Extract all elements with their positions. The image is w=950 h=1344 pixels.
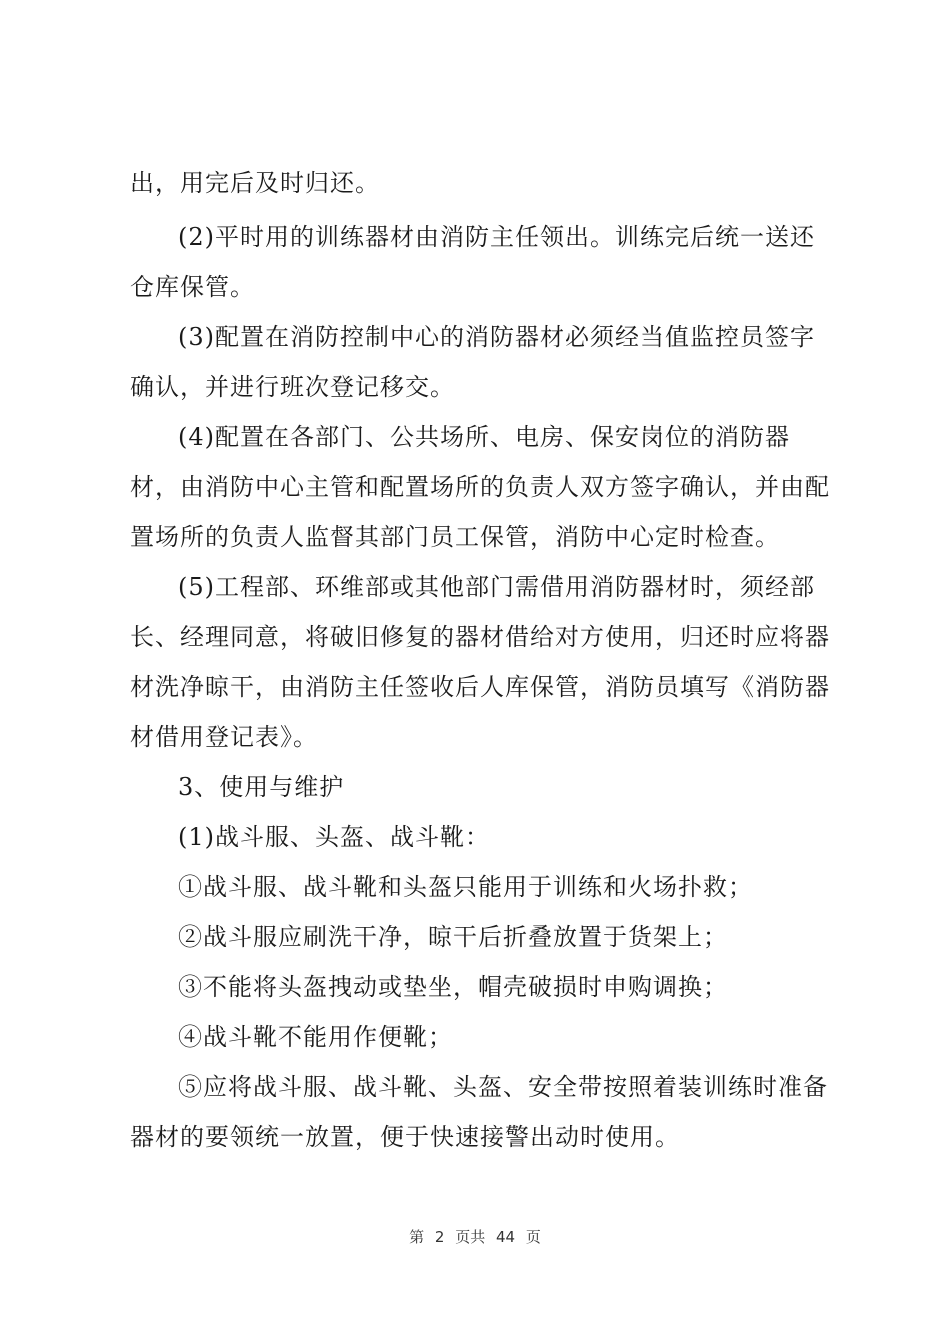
page-number-footer: 第 2 页共 44 页: [409, 1228, 541, 1246]
text-line: (1)战斗服、头盔、战斗靴：: [178, 823, 490, 851]
text-line: 器材的要领统一放置，便于快速接警出动时使用。: [130, 1123, 680, 1151]
text-line: (5)工程部、环维部或其他部门需借用消防器材时，须经部: [178, 573, 815, 601]
text-line: 材借用登记表》。: [130, 723, 318, 751]
text-line: 出，用完后及时归还。: [130, 169, 380, 197]
text-line: ③不能将头盔拽动或垫坐，帽壳破损时申购调换；: [178, 973, 728, 1001]
text-line: 确认，并进行班次登记移交。: [130, 373, 455, 401]
text-line: 材洗净晾干，由消防主任签收后人库保管，消防员填写《消防器: [130, 673, 830, 701]
text-line: 材，由消防中心主管和配置场所的负责人双方签字确认，并由配: [130, 473, 830, 501]
text-line: 仓库保管。: [130, 273, 255, 301]
text-line: ①战斗服、战斗靴和头盔只能用于训练和火场扑救；: [178, 873, 753, 901]
text-line: ④战斗靴不能用作便靴；: [178, 1023, 453, 1051]
text-line: 长、经理同意，将破旧修复的器材借给对方使用，归还时应将器: [130, 623, 830, 651]
section-heading: 3、使用与维护: [178, 773, 345, 801]
text-line: (4)配置在各部门、公共场所、电房、保安岗位的消防器: [178, 423, 790, 451]
text-line: 置场所的负责人监督其部门员工保管，消防中心定时检查。: [130, 523, 780, 551]
text-line: ②战斗服应刷洗干净，晾干后折叠放置于货架上；: [178, 923, 728, 951]
text-line: (3)配置在消防控制中心的消防器材必须经当值监控员签字: [178, 323, 815, 351]
text-line: ⑤应将战斗服、战斗靴、头盔、安全带按照着装训练时准备: [178, 1073, 828, 1101]
text-line: (2)平时用的训练器材由消防主任领出。训练完后统一送还: [178, 223, 815, 251]
